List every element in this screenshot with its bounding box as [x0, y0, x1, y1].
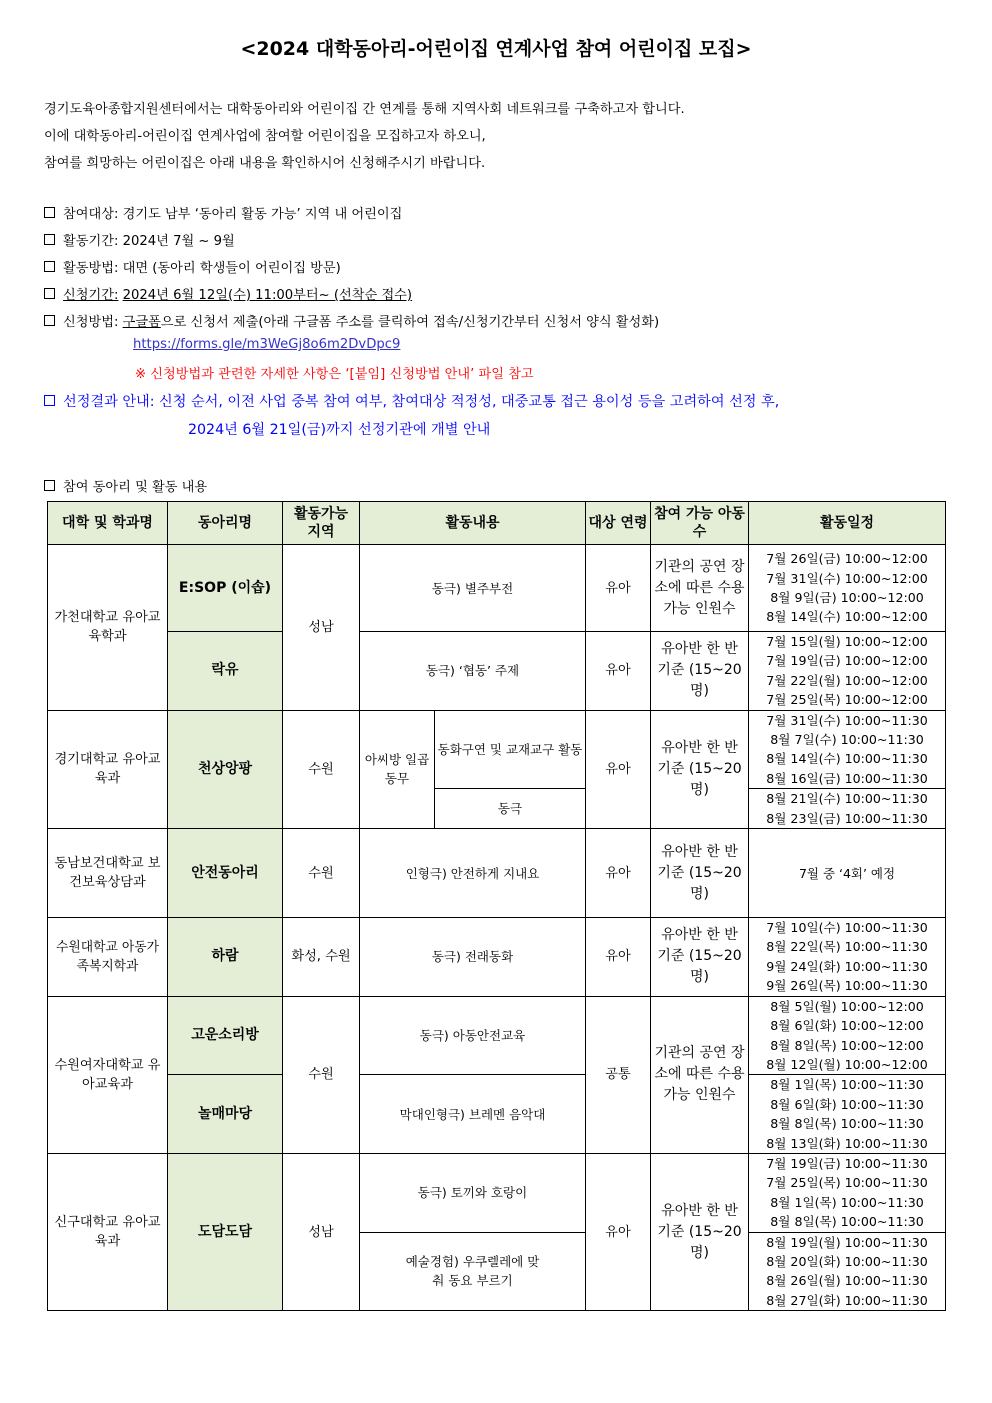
table-row — [48, 918, 946, 997]
age-cell: 유아 — [586, 1153, 651, 1310]
schedule-item: 8월 8일(목) 10:00~12:00 — [770, 1037, 924, 1053]
schedule-item: 7월 10일(수) 10:00~11:30 — [766, 920, 928, 936]
bullet-value: 2024년 6월 12일(수) 11:00부터~ (선착순 접수) — [122, 288, 413, 303]
google-form-link[interactable]: https://forms.gle/m3WeGj8o6m2DvDpc9 — [133, 337, 401, 352]
age-cell: 유아 — [586, 829, 651, 918]
schedule-cell — [749, 632, 946, 711]
region-cell: 수원 — [283, 829, 360, 918]
schedule-item: 8월 14일(수) 10:00~12:00 — [766, 609, 928, 625]
bullet-label: 신청기간: — [63, 288, 119, 303]
bullet-value: 경기도 남부 ‘동아리 활동 가능’ 지역 내 어린이집 — [122, 207, 403, 222]
schedule-item: 8월 7일(수) 10:00~11:30 — [770, 732, 924, 748]
bullet-apply-method — [44, 311, 659, 330]
club-cell: 안전동아리 — [168, 829, 283, 918]
checkbox-icon — [44, 480, 55, 491]
content-cell: 동극 — [435, 789, 586, 829]
club-cell: E:SOP (이솝) — [168, 545, 283, 632]
checkbox-icon — [44, 234, 55, 245]
bullet-period — [44, 230, 235, 249]
intro-line: 이에 대학동아리-어린이집 연계사업에 참여할 어린이집을 모집하고자 하오니, — [44, 129, 486, 144]
content-cell: 동화구연 및 교재교구 활동 — [435, 710, 586, 789]
table-row — [48, 1153, 946, 1232]
capacity-cell: 유아반 한 반 기준 (15~20명) — [651, 632, 749, 711]
content-cell: 막대인형극) 브레멘 음악대 — [360, 1075, 586, 1154]
schedule-item: 7월 15일(월) 10:00~12:00 — [766, 634, 928, 649]
univ-cell: 동남보건대학교 보건보육상담과 — [48, 829, 168, 918]
univ-cell: 경기대학교 유아교육과 — [48, 710, 168, 828]
schedule-item: 7월 26일(금) 10:00~12:00 — [766, 551, 928, 567]
bullet-value: 으로 신청서 제출(아래 구글폼 주소를 클릭하여 접속/신청기간부터 신청서 양식 활성화) — [160, 315, 660, 330]
schedule-item: 8월 16일(금) 10:00~11:30 — [766, 770, 928, 786]
table-row — [48, 545, 946, 632]
checkbox-icon — [44, 207, 55, 218]
club-cell: 천상앙팡 — [168, 710, 283, 828]
schedule-item: 8월 9일(금) 10:00~12:00 — [770, 590, 924, 605]
schedule-item: 7월 25일(목) 10:00~12:00 — [766, 692, 928, 708]
schedule-cell — [749, 996, 946, 1075]
content-cell: 동극) ‘협동’ 주제 — [360, 632, 586, 711]
header-age: 대상 연령 — [586, 502, 651, 545]
schedule-item: 8월 22일(목) 10:00~11:30 — [766, 939, 928, 955]
content-cell: 동극) 별주부전 — [360, 545, 586, 632]
content-cell: 동극) 토끼와 호랑이 — [360, 1153, 586, 1232]
capacity-cell: 유아반 한 반 기준 (15~20명) — [651, 829, 749, 918]
schedule-cell: 7월 중 ‘4회’ 예정 — [749, 829, 946, 918]
header-univ: 대학 및 학과명 — [48, 502, 168, 545]
checkbox-icon — [44, 315, 55, 326]
header-content: 활동내용 — [360, 502, 586, 545]
schedule-cell — [749, 710, 946, 789]
content-cell: 동극) 전래동화 — [360, 918, 586, 997]
intro-line: 경기도육아종합지원센터에서는 대학동아리와 어린이집 간 연계를 통해 지역사회 네트워크를 구축하고자 합니다. — [44, 102, 685, 117]
schedule-item: 8월 26일(월) 10:00~11:30 — [766, 1273, 928, 1289]
page-title: <2024 대학동아리-어린이집 연계사업 참여 어린이집 모집> — [240, 38, 752, 60]
age-cell: 유아 — [586, 545, 651, 632]
table-row — [48, 1075, 946, 1154]
content-cell: 예술경험) 우쿠렐레에 맞춰 동요 부르기 — [360, 1232, 586, 1311]
schedule-item: 8월 23일(금) 10:00~11:30 — [766, 810, 928, 826]
checkbox-icon — [44, 261, 55, 272]
schedule-cell — [749, 1153, 946, 1232]
activity-table — [47, 501, 946, 1311]
bullet-value: 대면 (동아리 학생들이 어린이집 방문) — [122, 261, 341, 276]
bullet-value: 선정결과 안내: 신청 순서, 이전 사업 중복 참여 여부, 참여대상 적정성, 대중교통 접근 용이성 등을 고려하여 선정 후, — [63, 394, 780, 410]
schedule-item: 7월 19일(금) 10:00~12:00 — [766, 653, 928, 669]
table-row — [48, 829, 946, 918]
intro-line: 참여를 희망하는 어린이집은 아래 내용을 확인하시어 신청해주시기 바랍니다. — [44, 156, 486, 171]
schedule-item: 8월 6일(화) 10:00~12:00 — [770, 1018, 924, 1034]
univ-cell: 수원여자대학교 유아교육과 — [48, 996, 168, 1153]
bullet-apply-period — [44, 284, 412, 303]
checkbox-icon — [44, 288, 55, 299]
schedule-item: 8월 8일(목) 10:00~11:30 — [770, 1214, 924, 1230]
schedule-item: 7월 25일(목) 10:00~11:30 — [766, 1175, 928, 1191]
bullet-target — [44, 203, 402, 222]
region-cell: 수원 — [283, 996, 360, 1153]
schedule-item: 7월 22일(월) 10:00~12:00 — [766, 672, 928, 688]
header-capacity: 참여 가능 아동 수 — [651, 502, 749, 545]
capacity-cell: 유아반 한 반 기준 (15~20명) — [651, 710, 749, 828]
note-text: ※ 신청방법과 관련한 자세한 사항은 ‘[붙임] 신청방법 안내’ 파일 참고 — [135, 367, 534, 382]
age-cell: 유아 — [586, 632, 651, 711]
capacity-cell: 유아반 한 반 기준 (15~20명) — [651, 918, 749, 997]
schedule-item: 9월 24일(화) 10:00~11:30 — [766, 958, 928, 974]
univ-cell: 수원대학교 아동가족복지학과 — [48, 918, 168, 997]
schedule-item: 8월 8일(목) 10:00~11:30 — [770, 1116, 924, 1132]
capacity-cell: 유아반 한 반 기준 (15~20명) — [651, 1153, 749, 1310]
schedule-item: 8월 21일(수) 10:00~11:30 — [766, 791, 928, 807]
schedule-cell — [749, 918, 946, 997]
bullet-label: 활동기간: — [63, 234, 119, 249]
bullet-result-cont: 2024년 6월 21일(금)까지 선정기관에 개별 안내 — [188, 422, 491, 438]
schedule-item: 8월 20일(화) 10:00~11:30 — [766, 1253, 928, 1269]
header-region: 활동가능 지역 — [283, 502, 360, 545]
club-cell: 고운소리방 — [168, 996, 283, 1075]
schedule-item: 9월 26일(목) 10:00~11:30 — [766, 978, 928, 994]
header-club: 동아리명 — [168, 502, 283, 545]
schedule-cell — [749, 789, 946, 829]
schedule-item: 8월 1일(목) 10:00~11:30 — [770, 1077, 924, 1093]
club-cell: 놀매마당 — [168, 1075, 283, 1154]
schedule-item: 8월 1일(목) 10:00~11:30 — [770, 1194, 924, 1210]
content-cell: 동극) 아동안전교육 — [360, 996, 586, 1075]
bullet-label: 활동방법: — [63, 261, 119, 276]
region-cell: 수원 — [283, 710, 360, 828]
club-cell: 하람 — [168, 918, 283, 997]
schedule-item: 8월 12일(월) 10:00~12:00 — [766, 1056, 928, 1072]
schedule-item: 7월 19일(금) 10:00~11:30 — [766, 1155, 928, 1171]
schedule-item: 7월 31일(수) 10:00~11:30 — [766, 712, 928, 728]
region-cell: 성남 — [283, 1153, 360, 1310]
header-schedule: 활동일정 — [749, 502, 946, 545]
age-cell: 유아 — [586, 918, 651, 997]
bullet-label: 참여대상: — [63, 207, 119, 222]
univ-cell: 신구대학교 유아교육과 — [48, 1153, 168, 1310]
bullet-label: 신청방법: — [63, 315, 119, 330]
checkbox-icon — [44, 395, 55, 406]
intro-paragraph — [44, 96, 685, 177]
age-cell: 공통 — [586, 996, 651, 1153]
univ-cell: 가천대학교 유아교육학과 — [48, 545, 168, 711]
schedule-item: 8월 27일(화) 10:00~11:30 — [766, 1292, 928, 1308]
bullet-result — [44, 391, 779, 411]
schedule-item: 8월 5일(월) 10:00~12:00 — [770, 998, 924, 1014]
bullet-value: 2024년 7월 ~ 9월 — [122, 234, 235, 249]
capacity-cell: 기관의 공연 장소에 따른 수용 가능 인원수 — [651, 996, 749, 1153]
google-form-text: 구글폼 — [122, 315, 161, 330]
table-heading-label: 참여 동아리 및 활동 내용 — [63, 480, 208, 495]
content-cell: 인형극) 안전하게 지내요 — [360, 829, 586, 918]
schedule-item: 7월 31일(수) 10:00~12:00 — [766, 570, 928, 586]
club-cell: 락유 — [168, 632, 283, 711]
table-row — [48, 632, 946, 711]
schedule-item: 8월 14일(수) 10:00~11:30 — [766, 751, 928, 767]
schedule-cell — [749, 545, 946, 632]
schedule-cell — [749, 1075, 946, 1154]
schedule-item: 8월 19일(월) 10:00~11:30 — [766, 1234, 928, 1250]
schedule-cell — [749, 1232, 946, 1311]
table-row — [48, 996, 946, 1075]
region-cell: 성남 — [283, 545, 360, 711]
table-heading — [44, 476, 207, 495]
table-header-row — [48, 502, 946, 545]
age-cell: 유아 — [586, 710, 651, 828]
schedule-item: 8월 6일(화) 10:00~11:30 — [770, 1096, 924, 1112]
table-row — [48, 710, 946, 789]
capacity-cell: 기관의 공연 장소에 따른 수용 가능 인원수 — [651, 545, 749, 632]
region-cell: 화성, 수원 — [283, 918, 360, 997]
bullet-method — [44, 257, 341, 276]
schedule-item: 8월 13일(화) 10:00~11:30 — [766, 1135, 928, 1151]
group-cell: 아씨방 일곱동무 — [360, 710, 435, 828]
club-cell: 도담도담 — [168, 1153, 283, 1310]
